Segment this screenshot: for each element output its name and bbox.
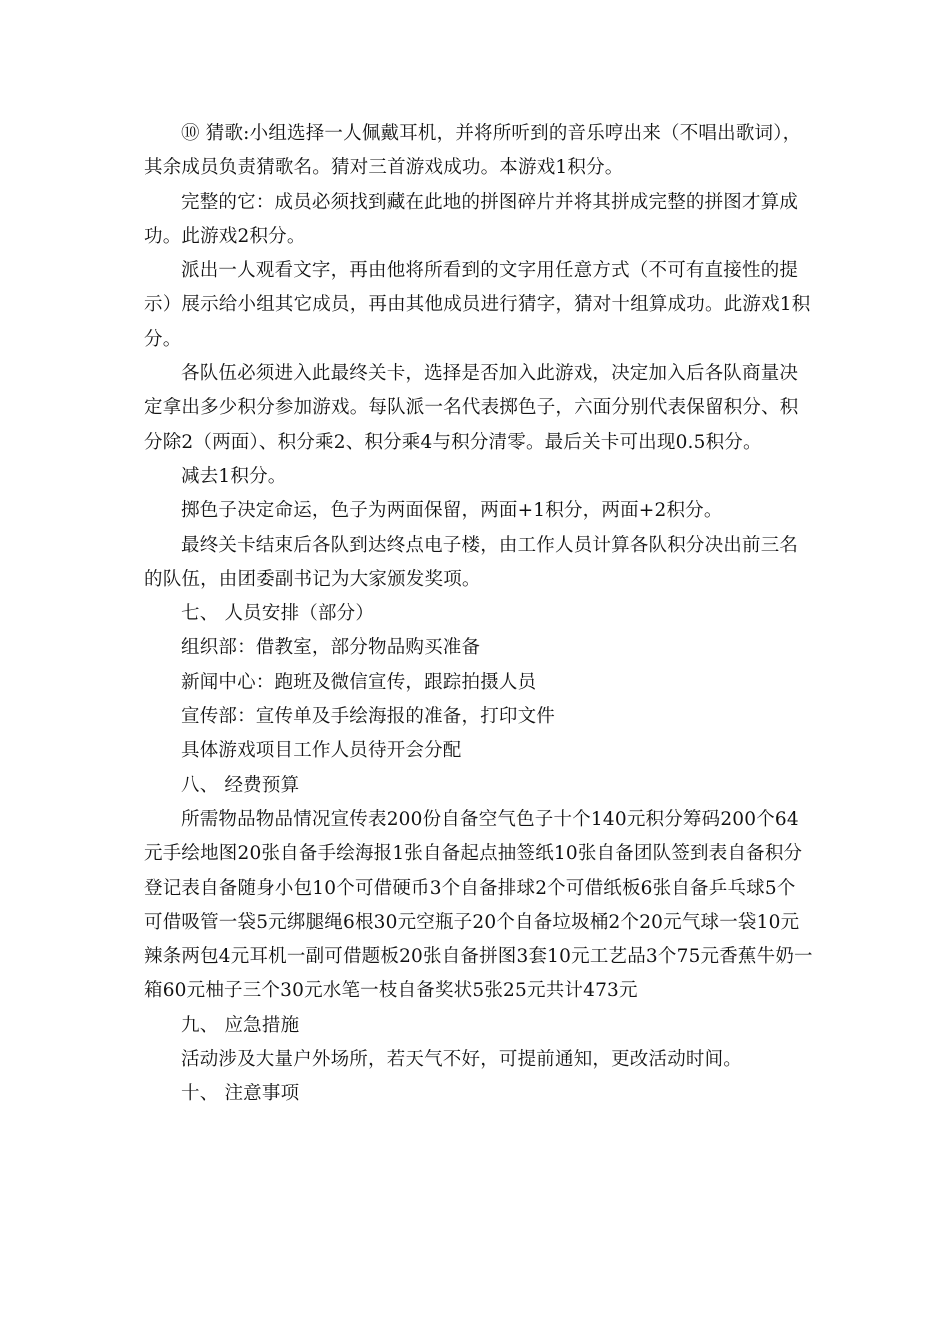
paragraph-guess-song: ⑩ 猜歌:小组选择一人佩戴耳机，并将所听到的音乐哼出来（不唱出歌词），其余成员负责猜歌名。猜对三首游戏成功。本游戏1积分。 — [144, 123, 802, 179]
section-heading-emergency: 九、 应急措施 — [181, 1014, 300, 1036]
paragraph-minus-point: 减去1积分。 — [181, 465, 287, 487]
staff-organization: 组织部：借教室，部分物品购买准备 — [181, 637, 481, 659]
paragraph-emergency: 活动涉及大量户外场所，若天气不好，可提前通知，更改活动时间。 — [181, 1049, 743, 1071]
paragraph-budget-items: 所需物品物品情况宣传表200份自备空气色子十个140元积分筹码200个64元手绘地图20张自备手绘海报1张自备起点抽签纸10张自备团队签到表自备积分登记表自备随身小包10个可借硬币3个自备排球2个可借纸板6张自备乒乓球5个可借吸管一袋5元绑腿绳6根30元空瓶子20个自备垃圾桶2个20元气球一袋10元辣条两包4元耳机一副可借题板20张自备拼图3套10元工艺品3个75元香蕉牛奶一箱60元柚子三个30元水笔一枝自备奖状5张25元共计473元 — [144, 808, 813, 1002]
staff-game-workers: 具体游戏项目工作人员待开会分配 — [181, 740, 462, 762]
section-heading-notes: 十、 注意事项 — [181, 1083, 300, 1105]
paragraph-guess-word: 派出一人观看文字，再由他将所看到的文字用任意方式（不可有直接性的提示）展示给小组其它成员，再由其他成员进行猜字，猜对十组算成功。此游戏1积分。 — [144, 260, 811, 350]
section-heading-budget: 八、 经费预算 — [181, 774, 300, 796]
document-body — [144, 117, 814, 1112]
section-heading-staffing: 七、 人员安排（部分） — [181, 603, 375, 625]
paragraph-finish-awards: 最终关卡结束后各队到达终点电子楼，由工作人员计算各队积分决出前三名的队伍，由团委副书记为大家颁发奖项。 — [144, 534, 799, 590]
paragraph-dice-fate: 掷色子决定命运，色子为两面保留，两面+1积分，两面+2积分。 — [181, 500, 723, 522]
staff-news-center: 新闻中心：跑班及微信宣传，跟踪拍摄人员 — [181, 671, 537, 693]
paragraph-complete-puzzle: 完整的它：成员必须找到藏在此地的拼图碎片并将其拼成完整的拼图才算成功。此游戏2积分。 — [144, 191, 799, 247]
paragraph-final-stage: 各队伍必须进入此最终关卡，选择是否加入此游戏，决定加入后各队商量决定拿出多少积分参加游戏。每队派一名代表掷色子，六面分别代表保留积分、积分除2（两面）、积分乘2、积分乘4与积分清零。最后关卡可出现0.5积分。 — [144, 363, 799, 453]
staff-publicity: 宣传部：宣传单及手绘海报的准备，打印文件 — [181, 706, 556, 728]
